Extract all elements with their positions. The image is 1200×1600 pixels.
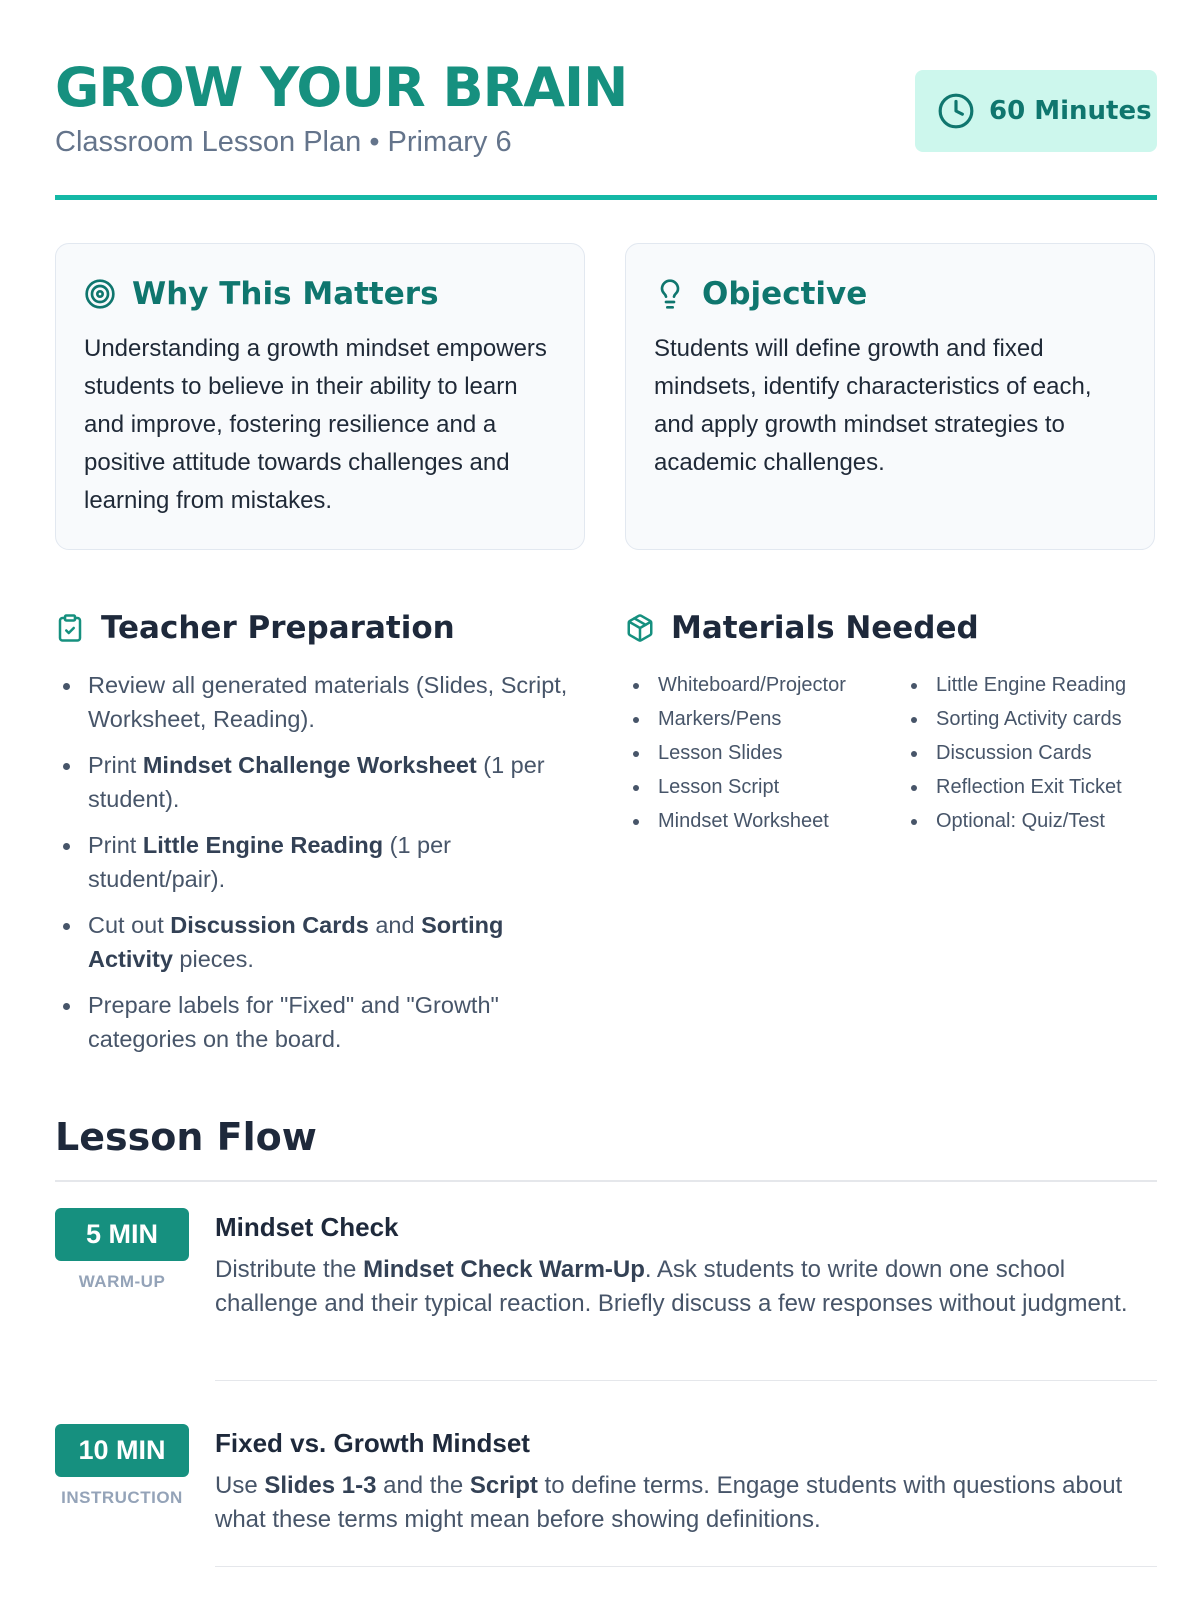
- lesson-flow-divider: [55, 1180, 1157, 1182]
- teacher-preparation-title: Teacher Preparation: [101, 610, 455, 646]
- list-item: Lesson Script: [628, 770, 906, 804]
- target-icon: [84, 278, 116, 310]
- list-item: Discussion Cards: [906, 736, 1126, 770]
- step-title: Mindset Check: [215, 1212, 399, 1242]
- lightbulb-icon: [654, 278, 686, 310]
- list-item: Reflection Exit Ticket: [906, 770, 1126, 804]
- materials-column-2: [906, 668, 1126, 838]
- lesson-flow-title: Lesson Flow: [55, 1115, 317, 1159]
- list-item: Cut out Discussion Cards and Sorting Activity pieces.: [58, 908, 578, 976]
- page-header: [55, 58, 1157, 168]
- list-item: Review all generated materials (Slides, Script, Worksheet, Reading).: [58, 668, 578, 736]
- teacher-preparation-heading: [55, 608, 455, 648]
- why-this-matters-card: [55, 243, 585, 550]
- materials-column-1: [628, 668, 906, 838]
- step-body: [215, 1426, 1157, 1537]
- why-this-matters-heading: [84, 274, 556, 314]
- step-body: [215, 1210, 1157, 1321]
- objective-card: [625, 243, 1155, 550]
- list-item: Prepare labels for "Fixed" and "Growth" categories on the board.: [58, 988, 578, 1056]
- materials-needed-title: Materials Needed: [671, 610, 979, 646]
- phase-label: WARM-UP: [78, 1272, 166, 1291]
- list-item: Little Engine Reading: [906, 668, 1126, 702]
- step-divider: [215, 1566, 1157, 1567]
- step-divider: [215, 1380, 1157, 1381]
- why-this-matters-title: Why This Matters: [132, 276, 439, 312]
- step-description: Use Slides 1-3 and the Script to define terms. Engage students with questions about what these terms might mean before showing definitions.: [215, 1472, 1123, 1533]
- materials-needed-heading: [625, 608, 979, 648]
- duration-badge: [915, 70, 1157, 152]
- list-item: Sorting Activity cards: [906, 702, 1126, 736]
- objective-heading: [654, 274, 1126, 314]
- list-item: Mindset Worksheet: [628, 804, 906, 838]
- list-item: Optional: Quiz/Test: [906, 804, 1126, 838]
- list-item: Print Mindset Challenge Worksheet (1 per student).: [58, 748, 578, 816]
- step-title: Fixed vs. Growth Mindset: [215, 1428, 530, 1458]
- page-title: GROW YOUR BRAIN: [55, 56, 628, 119]
- duration-label: 60 Minutes: [989, 96, 1152, 126]
- objective-title: Objective: [702, 276, 868, 312]
- step-description: Distribute the Mindset Check Warm-Up. Ask students to write down one school challenge and their typical reaction. Briefly discuss a few responses without judgment.: [215, 1256, 1128, 1317]
- list-item: Print Little Engine Reading (1 per student/pair).: [58, 828, 578, 896]
- clipboard-check-icon: [55, 613, 85, 643]
- why-this-matters-text: Understanding a growth mindset empowers students to believe in their ability to learn and improve, fostering resilience and a positive attitude towards challenges and learning from mistakes.: [84, 335, 547, 514]
- teacher-preparation-list: [58, 668, 578, 1068]
- clock-icon: [937, 92, 975, 130]
- objective-text: Students will define growth and fixed mindsets, identify characteristics of each, and apply growth mindset strategies to academic challenges.: [654, 335, 1092, 476]
- list-item: Whiteboard/Projector: [628, 668, 906, 702]
- list-item: Lesson Slides: [628, 736, 906, 770]
- phase-label: INSTRUCTION: [61, 1488, 183, 1507]
- package-icon: [625, 613, 655, 643]
- time-badge: 5 MIN: [55, 1208, 189, 1261]
- header-divider: [55, 195, 1157, 200]
- time-badge: 10 MIN: [55, 1424, 189, 1477]
- page-subtitle: Classroom Lesson Plan • Primary 6: [55, 126, 512, 158]
- list-item: Markers/Pens: [628, 702, 906, 736]
- materials-list: [628, 668, 1158, 838]
